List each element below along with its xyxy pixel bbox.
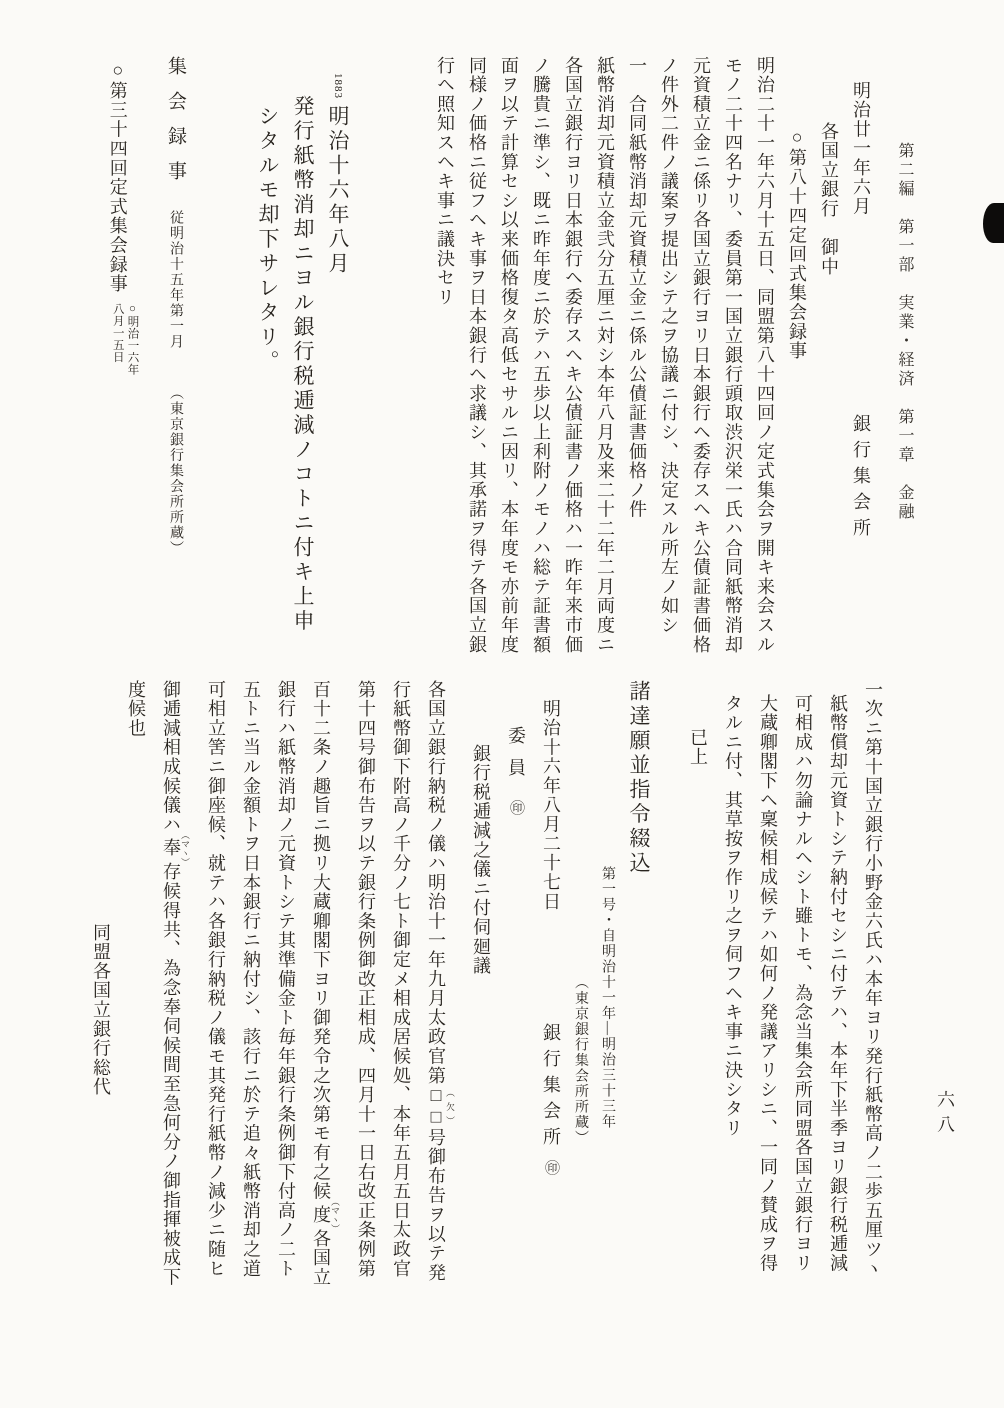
text-column: [392, 680, 410, 1325]
document-date-line: [542, 680, 560, 1325]
spacer: [551, 912, 552, 1024]
text-run: 大蔵卿閣下ヘ稟候相成候テハ如何ノ発議アリシニ、一同ノ賛成ヲ得: [758, 693, 778, 1273]
text-run: 各国立銀行 御中: [819, 121, 839, 277]
committee-seal-line: [507, 680, 525, 1325]
text-run: 紙幣償却元資トシテ納付セシニ付テハ、本年下半季ヨリ銀行税逓減: [828, 693, 848, 1273]
text-run: 銀行税逓減之儀ニ付伺廻議: [471, 743, 491, 976]
text-run: 行ヘ照知スヘキ事ニ議決セリ: [435, 56, 455, 307]
text-run: モノ二十四名ナリ、委員第一国立銀行頭取渋沢栄一氏ハ合同紙幣消却: [723, 56, 743, 655]
sic-annotation: 奉 （マヽ）: [161, 830, 190, 867]
text-column: [829, 680, 847, 1325]
text-run: 各国立銀行納税ノ儀ハ明治十一年九月太政官第: [426, 680, 446, 1086]
text-column: [756, 56, 774, 681]
text-run: ノ騰貴ニ準シ、既ニ昨年度ニ於テハ五歩以上利附ノモノハ総テ証書額: [531, 56, 551, 655]
text-column: [500, 56, 518, 681]
text-column: [794, 680, 812, 1325]
seal-mark: ㊞: [543, 1159, 559, 1176]
running-head: [896, 56, 912, 681]
text-run: シタルモ却下サレタリ。: [256, 105, 280, 375]
text-run: 銀行ハ紙幣消却ノ元資トシテ其準備金ト毎年銀行条例御下付高ノ二ト: [276, 680, 296, 1279]
text-run: 行紙幣御下附高ノ千分ノ七ト御定メ相成居候処、本年五月五日太政官: [391, 680, 411, 1279]
text-run: 明治廿一年六月: [851, 81, 871, 217]
text-run: ノ件外二件ノ議案ヲ提出シテ之ヲ協議ニ付シ、決定スル所左ノ如シ: [659, 56, 679, 635]
text-run: （東京銀行集会所所蔵）: [573, 974, 588, 1145]
text-run: 同盟各国立銀行総代: [91, 923, 111, 1097]
text-run: 従明治十五年第一月: [168, 210, 183, 350]
text-run: 五トニ当ル金額トヲ日本銀行ニ納付シ、該行ニ於テ追々紙幣消却之道: [241, 680, 261, 1279]
text-column: [759, 680, 777, 1325]
text-column: [660, 56, 678, 681]
text-run: 諸達願並指令綴込: [627, 680, 651, 876]
text-run: 明治十六年八月: [326, 105, 350, 277]
text-run: 第十四号御布告ヲ以テ銀行条例御改正相成、四月十一日右改正条例第: [356, 680, 376, 1279]
entry-year: [327, 56, 348, 681]
text-run: 存候得共、為念奉伺候間至急何分ノ御指揮被成下: [161, 862, 181, 1288]
section-subtitle: [600, 680, 614, 1325]
document-title: [472, 680, 490, 1325]
text-run: （東京銀行集会所所蔵）: [168, 385, 183, 556]
source-title: [166, 56, 185, 681]
text-run: 各国立: [311, 1229, 331, 1288]
spacer: [551, 1154, 552, 1160]
text-column: [468, 56, 486, 681]
text-column: [312, 680, 340, 1325]
agenda-item: [628, 56, 646, 681]
agenda-item: [864, 680, 882, 1325]
text-run: 明治二十一年六月十五日、同盟第八十四回ノ定式集会ヲ開キ来会スル: [755, 56, 775, 655]
text-column: [596, 56, 614, 681]
source-holder: [573, 680, 587, 1325]
text-column: [207, 680, 225, 1325]
text-run: 一 合同紙幣消却元資積立金ニ係ル公債証書価格ノ件: [627, 56, 647, 520]
text-column: [692, 56, 710, 681]
text-run: 面ヲ以テ計算セシ以来価格復タ高低セサルニ因リ、本年度モ亦前年度: [499, 56, 519, 655]
text-run: 可相成ハ勿論ナルヘシト雖トモ、為念当集会所同盟各国立銀行ヨリ: [793, 693, 813, 1273]
text-run: 各国立銀行ヨリ日本銀行ヘ委存スヘキ公債証書ノ価格ハ一昨年来市価: [563, 56, 583, 655]
record-title: [788, 56, 806, 681]
text-column: [436, 56, 454, 681]
inline-date-note: ○明治一六年 八月一五日: [111, 303, 139, 376]
section-title: [628, 680, 649, 1325]
text-column: [357, 680, 375, 1325]
top-text-block: [95, 56, 912, 681]
text-run: 紙幣消却元資積立金弐分五厘ニ対シ本年八月及来二十二年二月両度ニ: [595, 56, 615, 655]
text-run: ○第三十四回定式集会録事: [107, 59, 128, 294]
text-column: [564, 56, 582, 681]
text-column: [427, 680, 455, 1325]
text-run: 同様ノ価格ニ従フヘキ事ヲ日本銀行ヘ求議シ、其承諾ヲ得テ各国立銀: [467, 56, 487, 655]
text-run: 度候也: [126, 680, 146, 738]
spacer: [861, 216, 862, 414]
text-run: 百十二条ノ趣旨ニ拠リ大蔵卿閣下ヨリ御発令之次第モ有之候: [311, 680, 331, 1202]
seal-mark: ㊞: [508, 800, 524, 817]
page-number: 六八: [935, 1090, 955, 1140]
text-column: [724, 56, 742, 681]
spacer: [516, 790, 517, 800]
signatory: [92, 680, 110, 1325]
addressee-line: [820, 56, 838, 681]
text-run: 号御布告ヲ以テ発: [426, 1127, 446, 1283]
source-record: [109, 56, 140, 681]
text-column: [127, 680, 145, 1325]
text-run: 一次ニ第十国立銀行小野金六氏ハ本年ヨリ発行紙幣高ノ二歩五厘ツヽ: [863, 680, 883, 1279]
text-run: 委員: [506, 726, 526, 791]
text-run: 1883: [332, 73, 344, 100]
spacer: [117, 293, 118, 299]
scan-artifact-mark: [983, 203, 1004, 243]
sic-annotation: □□ （欠）: [426, 1085, 455, 1128]
text-run: 第二編 第一部 実業・経済 第一章 金融: [896, 141, 913, 522]
spacer: [175, 196, 176, 210]
text-run: 銀行集会所: [851, 414, 871, 545]
text-run: 第一号・自明治十一年―明治三十三年: [600, 866, 615, 1130]
text-run: 已上: [688, 728, 708, 767]
sic-annotation: 度 （マヽ）: [311, 1197, 340, 1234]
text-column: [162, 680, 190, 1325]
text-column: [242, 680, 260, 1325]
spacer: [175, 350, 176, 386]
text-run: 御逓減相成候儀ハ: [161, 680, 181, 835]
text-column: [277, 680, 295, 1325]
text-run: 元資積立金ニ係リ各国立銀行ヨリ日本銀行ヘ委存スヘキ公債証書価格: [691, 56, 711, 655]
entry-headline: [292, 56, 313, 681]
text-run: 集会録事: [165, 56, 186, 196]
text-run: 発行紙幣消却ニヨル銀行税逓減ノコトニ付キ上申: [291, 95, 315, 635]
text-column: [724, 680, 742, 1325]
text-run: ○第八十四定回式集会録事: [787, 127, 807, 362]
text-run: 銀行集会所: [541, 1023, 561, 1154]
meeting-date-line: [852, 56, 870, 681]
entry-headline-2: [257, 56, 278, 681]
text-column: [532, 56, 550, 681]
closing: [689, 680, 707, 1325]
bottom-text-block: [75, 680, 882, 1325]
text-run: 可相立筈ニ御座候、就テハ各銀行納税ノ儀モ其発行紙幣ノ減少ニ随ヒ: [206, 680, 226, 1279]
text-run: タルニ付、其草按ヲ作リ之ヲ伺フヘキ事ニ決シタリ: [723, 693, 743, 1138]
text-run: 明治十六年八月二十七日: [541, 699, 561, 912]
